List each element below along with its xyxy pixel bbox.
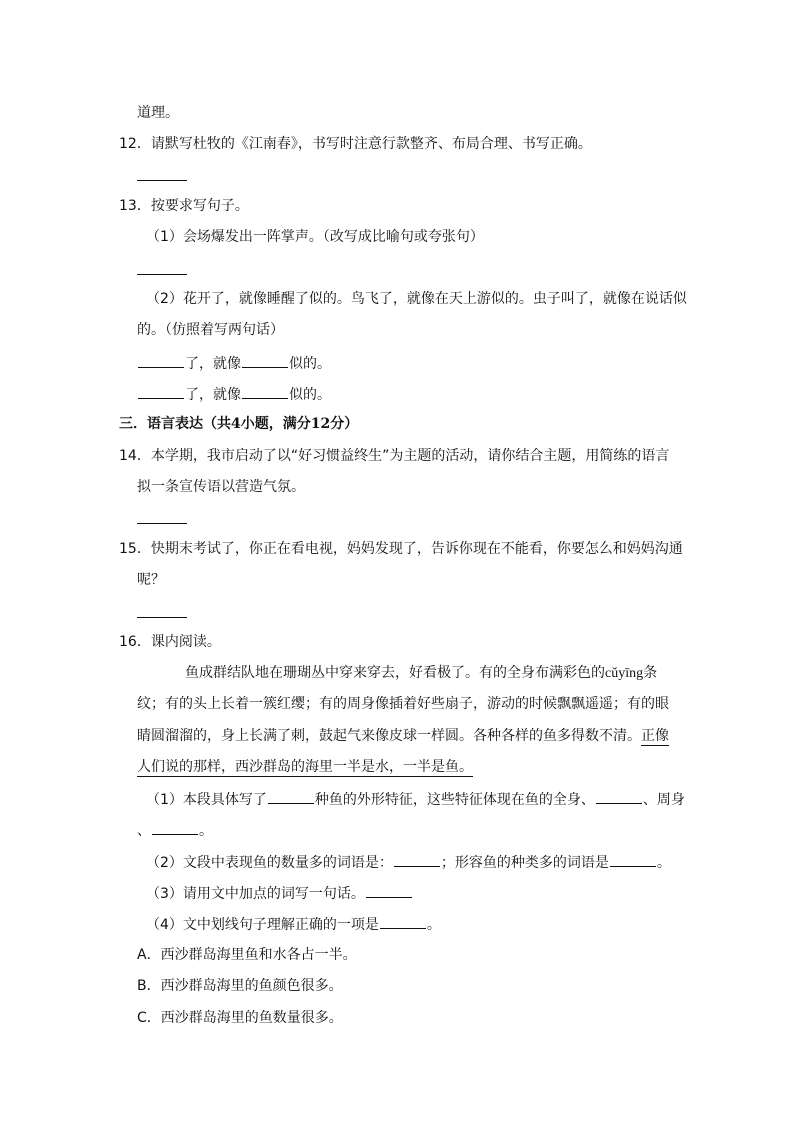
q16-sub1-text-d: 、 <box>137 823 151 839</box>
question-15-line1: 15．快期末考试了，你正在看电视，妈妈发现了，告诉你现在不能看，你要怎么和妈妈沟通 <box>119 541 683 557</box>
q16-sub3 <box>146 883 413 901</box>
q16-sub2-text-c: 。 <box>656 855 671 871</box>
passage-line-1-tail: 条 <box>643 665 658 681</box>
q14-answer-blank[interactable] <box>137 523 187 524</box>
q15-answer-blank[interactable] <box>137 617 187 618</box>
q16-sub4-blank[interactable] <box>380 914 426 929</box>
q13-part2-line1: （2）花开了，就像睡醒了似的。鸟飞了，就像在天上游似的。虫子叫了，就像在说话似 <box>146 291 687 307</box>
q13-pattern-line-1 <box>137 353 331 371</box>
q16-sub4 <box>146 914 441 932</box>
q16-sub1-text-a: （1）本段具体写了 <box>146 792 267 808</box>
q13-pattern1-text-a: 了，就像 <box>185 356 241 372</box>
passage-line-2: 纹；有的头上长着一簇红缨；有的周身像插着好些扇子，游动的时候飘飘遥遥；有的眼 <box>137 696 669 712</box>
q16-sub1-blank-1[interactable] <box>268 789 314 804</box>
q12-answer-blank[interactable] <box>137 180 187 181</box>
q16-sub1-text-c: 、周身 <box>642 792 685 808</box>
q13-pattern1-text-b: 似的。 <box>289 356 331 372</box>
q16-sub1-line1 <box>146 789 685 807</box>
passage-line-1 <box>185 664 657 682</box>
q16-sub2-text-b: ；形容鱼的种类多的词语是 <box>440 855 609 871</box>
q16-option-a[interactable]: A．西沙群岛海里鱼和水各占一半。 <box>137 947 357 963</box>
question-15-line2: 呢？ <box>137 572 165 588</box>
question-12-text: 12．请默写杜牧的《江南春》，书写时注意行款整齐、布局合理、书写正确。 <box>119 136 592 152</box>
passage-underlined-start: 正像 <box>641 728 669 744</box>
question-13-text: 13．按要求写句子。 <box>119 198 249 214</box>
q13-pattern2-text-b: 似的。 <box>289 387 331 403</box>
question-16-text: 16．课内阅读。 <box>119 634 221 650</box>
q13-pattern2-blank-b[interactable] <box>242 384 288 399</box>
q16-sub1-text-b: 种鱼的外形特征，这些特征体现在鱼的全身、 <box>314 792 595 808</box>
q16-sub1-line2 <box>137 820 213 838</box>
q16-sub1-text-e: 。 <box>199 823 213 839</box>
passage-pinyin: cǔyīng <box>605 666 644 681</box>
q13-pattern1-blank-a[interactable] <box>138 353 184 368</box>
q16-sub4-text-b: 。 <box>426 917 441 933</box>
q13-pattern2-blank-a[interactable] <box>138 384 184 399</box>
q16-sub2 <box>146 852 671 870</box>
passage-line-1-text: 鱼成群结队地在珊瑚丛中穿来穿去，好看极了。有的全身布满彩色的 <box>185 665 605 681</box>
passage-underlined-sentence: 人们说的那样，西沙群岛的海里一半是水，一半是鱼。 <box>137 759 473 775</box>
q16-sub1-blank-3[interactable] <box>152 820 198 835</box>
section-3-title: 三．语言表达（共4小题，满分12分） <box>119 416 359 432</box>
q16-sub4-text-a: （4）文中划线句子理解正确的一项是 <box>146 917 379 933</box>
q16-sub2-blank-1[interactable] <box>394 852 440 867</box>
q13-part1-answer-blank[interactable] <box>137 274 187 275</box>
question-14-line2: 拟一条宣传语以营造气氛。 <box>137 479 305 495</box>
q13-pattern1-blank-b[interactable] <box>242 353 288 368</box>
prev-question-tail: 道理。 <box>137 105 179 121</box>
passage-line-3-text: 睛圆溜溜的，身上长满了刺，鼓起气来像皮球一样圆。各种各样的鱼多得数不清。 <box>137 728 641 744</box>
question-14-line1: 14．本学期，我市启动了以“好习惯益终生”为主题的活动，请你结合主题，用简练的语言 <box>119 448 670 464</box>
q13-part2-line2: 的。（仿照着写两句话） <box>137 322 284 338</box>
q16-option-c[interactable]: C．西沙群岛海里的鱼数量很多。 <box>137 1010 343 1026</box>
q13-pattern2-text-a: 了，就像 <box>185 387 241 403</box>
passage-line-3 <box>137 727 669 745</box>
q16-sub2-blank-2[interactable] <box>610 852 656 867</box>
passage-line-4 <box>137 758 473 776</box>
q13-part1: （1）会场爆发出一阵掌声。（改写成比喻句或夸张句） <box>146 229 484 245</box>
q16-sub1-blank-2[interactable] <box>596 789 642 804</box>
q16-sub3-text: （3）请用文中加点的词写一句话。 <box>146 886 365 902</box>
q16-sub3-blank[interactable] <box>366 883 412 898</box>
q16-sub2-text-a: （2）文段中表现鱼的数量多的词语是： <box>146 855 393 871</box>
q16-option-b[interactable]: B．西沙群岛海里的鱼颜色很多。 <box>137 978 343 994</box>
q13-pattern-line-2 <box>137 384 331 402</box>
